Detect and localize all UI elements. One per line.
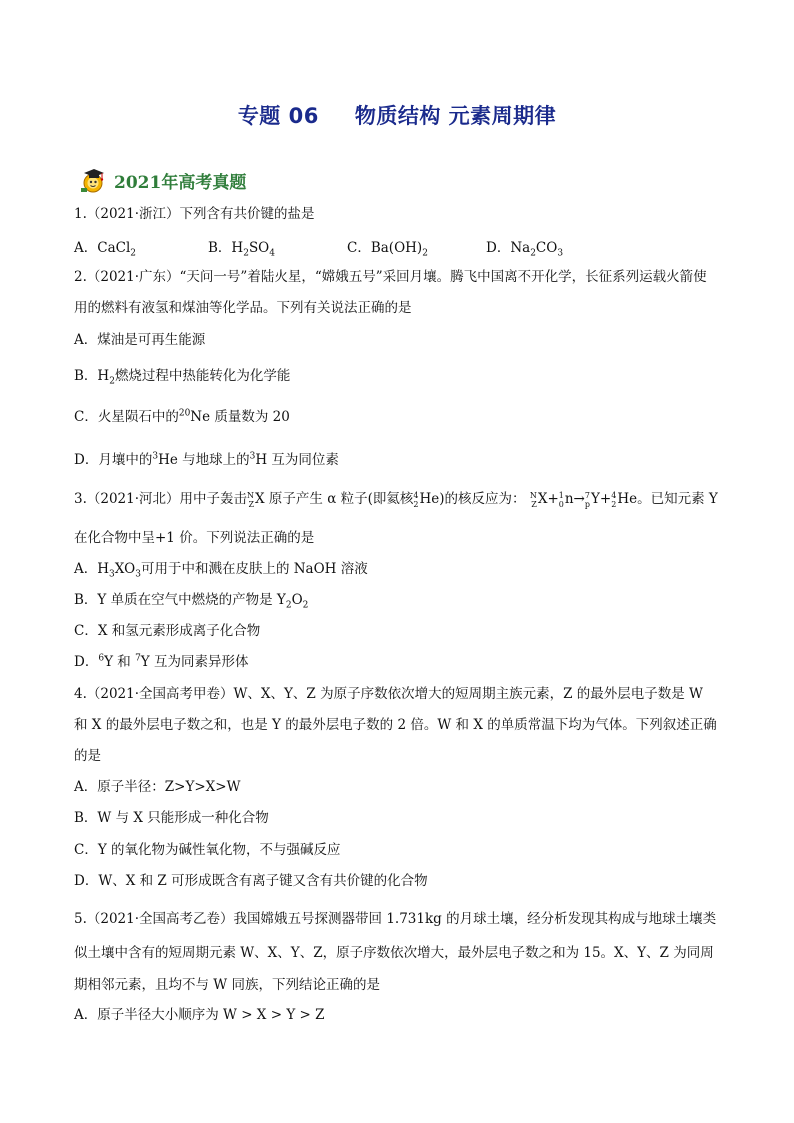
question-1-option-a: A．CaCl$_2$ xyxy=(74,240,137,259)
question-5-stem-line-1: 5.（2021·全国高考乙卷）我国嫦娥五号探测器带回 1.731kg 的月球土壤，经分析发现其构成与地球土壤类 xyxy=(74,911,717,927)
question-3-stem-line-1: 3.（2021·河北）用中子轰击 N Z X 原子产生 α 粒子(即氦核 4 2 He)的核反应为： N Z X+ 1 0 n→ 7 p Y+ 4 2 He。已知元素 Y xyxy=(74,490,718,509)
question-4-option-c: C．Y 的氧化物为碱性氧化物，不与强碱反应 xyxy=(74,842,341,858)
question-3-option-d: D．$^6$Y 和 $^7$Y 互为同素异形体 xyxy=(74,653,249,670)
section-title: 2021年高考真题 xyxy=(114,172,247,193)
graduate-mascot-icon xyxy=(78,166,106,194)
question-4-option-b: B．W 与 X 只能形成一种化合物 xyxy=(74,810,269,826)
question-2-stem-line-2: 用的燃料有液氢和煤油等化学品。下列有关说法正确的是 xyxy=(74,300,412,316)
question-4-option-d: D．W、X 和 Z 可形成既含有离子键又含有共价键的化合物 xyxy=(74,873,428,889)
question-1-option-b: B．$H_2SO_4$ xyxy=(208,240,275,259)
question-2-option-c: C．火星陨石中的$^{20}$Ne 质量数为 20 xyxy=(74,408,290,425)
question-4-stem-line-1: 4.（2021·全国高考甲卷）W、X、Y、Z 为原子序数依次增大的短周期主族元素，Z 的最外层电子数是 W xyxy=(74,686,703,702)
question-3-option-a: A．$H_3XO_3$可用于中和溅在皮肤上的 NaOH 溶液 xyxy=(74,561,368,580)
question-2-option-b: B．$H_2$燃烧过程中热能转化为化学能 xyxy=(74,368,291,387)
question-1-stem: 1.（2021·浙江）下列含有共价键的盐是 xyxy=(74,206,315,222)
section-header xyxy=(78,166,246,194)
question-3-option-c: C．X 和氢元素形成离子化合物 xyxy=(74,623,261,639)
topic-number: 专题 06 xyxy=(237,104,319,128)
page-title xyxy=(0,100,794,130)
question-2-stem-line-1: 2.（2021·广东）“天问一号”着陆火星，“嫦娥五号”采回月壤。腾飞中国离不开化学，长征系列运载火箭使 xyxy=(74,269,707,285)
question-5-stem-line-2: 似土壤中含有的短周期元素 W、X、Y、Z，原子序数依次增大，最外层电子数之和为 15。X、Y、Z 为同周 xyxy=(74,945,714,961)
question-1-option-c: C．$Ba(OH)_2$ xyxy=(347,240,428,259)
question-2-option-a: A．煤油是可再生能源 xyxy=(74,332,206,348)
question-1-option-d: D．$Na_2CO_3$ xyxy=(486,240,564,259)
topic-name: 物质结构 元素周期律 xyxy=(354,104,557,128)
question-4-stem-line-2: 和 X 的最外层电子数之和，也是 Y 的最外层电子数的 2 倍。W 和 X 的单质常温下均为气体。下列叙述正确 xyxy=(74,717,717,733)
question-3-option-b: B．Y 单质在空气中燃烧的产物是 $Y_2O_2$ xyxy=(74,592,309,611)
question-4-option-a: A．原子半径：Z>Y>X>W xyxy=(74,779,241,795)
question-3-stem-line-2: 在化合物中呈+1 价。下列说法正确的是 xyxy=(74,530,315,546)
question-2-option-d: D．月壤中的$^3$He 与地球上的$^3$H 互为同位素 xyxy=(74,451,339,468)
question-5-option-a: A．原子半径大小顺序为 W > X > Y > Z xyxy=(74,1007,325,1023)
question-5-stem-line-3: 期相邻元素，且均不与 W 同族，下列结论正确的是 xyxy=(74,977,380,993)
question-4-stem-line-3: 的是 xyxy=(74,748,101,764)
